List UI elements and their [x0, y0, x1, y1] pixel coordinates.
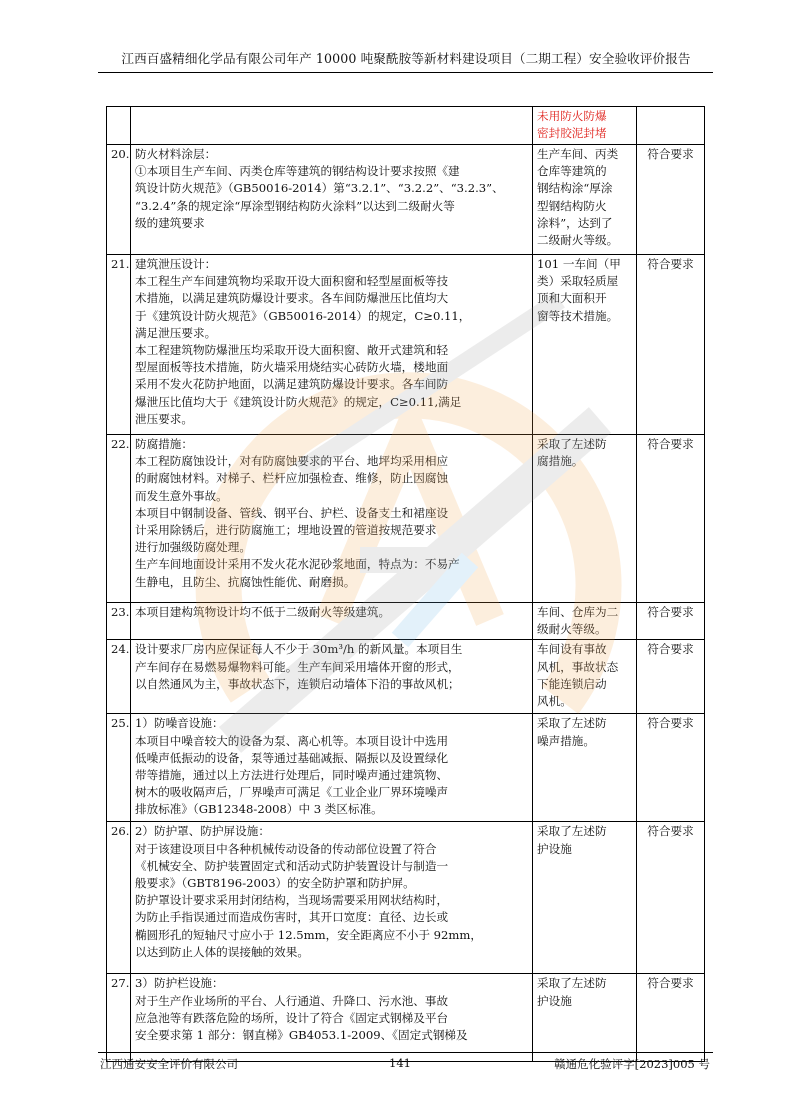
row-number: 23.	[107, 603, 131, 640]
requirement-line: 应急池等有跌落危险的场所，设计了符合《固定式钢梯及平台	[135, 1010, 449, 1025]
table-row	[107, 603, 705, 640]
requirement-line: 本工程建筑物防爆泄压均采取开设大面积窗、敞开式建筑和轻	[135, 343, 449, 358]
design-requirement	[131, 714, 533, 822]
requirement-line: 椭圆形孔的短轴尺寸应小于 12.5mm，安全距离应不小于 92mm，	[135, 927, 482, 942]
table-row	[107, 145, 705, 255]
requirement-line: 排放标准》（GB12348-2008）中 3 类区标准。	[135, 802, 383, 817]
status-line: 密封胶泥封堵	[537, 126, 607, 141]
row-number: 25.	[107, 714, 131, 822]
requirement-line: 低噪声低振动的设备，泵等通过基础减振、隔振以及设置绿化	[135, 750, 449, 765]
requirement-line: 般要求》（GBT8196-2003）的安全防护罩和防护屏。	[135, 876, 415, 891]
status-line: 车间设有事故	[537, 642, 607, 657]
requirement-line: 进行加强级防腐处理。	[135, 540, 251, 555]
requirement-line: 以自然通风为主，事故状态下，连锁启动墙体下沿的事故风机；	[135, 676, 460, 691]
footer-rule	[98, 1052, 713, 1053]
table-row	[107, 974, 705, 1062]
row-number: 26.	[107, 822, 131, 974]
row-number	[107, 107, 131, 145]
acceptance-table	[106, 106, 705, 1062]
requirement-line: 本项目建构筑物设计均不低于二级耐火等级建筑。	[135, 605, 391, 619]
requirement-line: 型屋面板等技术措施，防火墙采用烧结实心砖防火墙，楼地面	[135, 360, 449, 375]
status-line: 钢结构涂“厚涂	[537, 181, 613, 196]
implementation-status	[533, 640, 637, 714]
status-line: 采取了左述防	[537, 824, 607, 839]
status-line: 101 一车间（甲	[537, 257, 621, 271]
status-line: 类）采取轻质屋	[537, 274, 619, 289]
row-number: 22.	[107, 435, 131, 603]
design-requirement	[131, 974, 533, 1062]
requirement-line: 设计要求厂房内应保证每人不少于 30m³/h 的新风量。本项目生	[135, 642, 463, 657]
requirement-line: 为防止手指误通过而造成伤害时，其开口宽度：直径、边长或	[135, 910, 449, 925]
status-line: 下能连锁启动	[537, 676, 607, 691]
implementation-status	[533, 435, 637, 603]
status-line: 未用防火防爆	[537, 109, 607, 123]
page-header: 江西百盛精细化学品有限公司年产 10000 吨聚酰胺等新材料建设项目（二期工程）安全验收评价报告	[121, 51, 691, 66]
status-line: 风机，事故状态	[537, 659, 619, 674]
design-requirement	[131, 435, 533, 603]
requirement-line: 1）防噪音设施：	[135, 716, 224, 731]
report-code: 赣通危化验评字[2023]005 号	[554, 1057, 710, 1071]
requirement-line: 以达到防止人体的误接触的效果。	[135, 944, 309, 959]
requirement-line: 《机械安全、防护装置固定式和活动式防护装置设计与制造一	[135, 858, 449, 873]
implementation-status	[533, 603, 637, 640]
implementation-status	[533, 822, 637, 974]
status-line: 二级耐火等级。	[537, 233, 619, 248]
requirement-line: 而发生意外事故。	[135, 488, 228, 503]
requirement-line: 级的建筑要求	[135, 215, 205, 230]
table-row	[107, 640, 705, 714]
footer-company: 江西通安安全评价有限公司	[100, 1057, 238, 1071]
requirement-line: 对于该建设项目中各种机械传动设备的传动部位设置了符合	[135, 841, 437, 856]
status-line: 腐措施。	[537, 454, 584, 469]
row-number: 21.	[107, 255, 131, 435]
requirement-line: 本工程防腐蚀设计，对有防腐蚀要求的平台、地坪均采用相应	[135, 454, 449, 469]
requirement-line: 本项目中钢制设备、管线、钢平台、护栏、设备支土和裙座设	[135, 505, 449, 520]
status-line: 护设施	[537, 993, 572, 1008]
implementation-status	[533, 974, 637, 1062]
requirement-line: 安全要求第 1 部分：钢直梯》GB4053.1-2009、《固定式钢梯及	[135, 1028, 468, 1043]
status-line: 车间、仓库为二	[537, 605, 619, 619]
requirement-line: 2）防护罩、防护屏设施：	[135, 824, 270, 839]
requirement-line: 筑设计防火规范》（GB50016-2014）第“3.2.1”、“3.2.2”、“3.2.3”、	[135, 181, 504, 196]
status-line: 护设施	[537, 841, 572, 856]
requirement-line: 生产车间地面设计采用不发火花水泥砂浆地面，特点为：不易产	[135, 557, 460, 572]
compliance-result: 符合要求	[637, 435, 705, 603]
status-line: 采取了左述防	[537, 976, 607, 991]
page-number: 141	[389, 1056, 411, 1070]
status-line: 风机。	[537, 694, 572, 709]
requirement-line: 本工程生产车间建筑物均采取开设大面积窗和轻型屋面板等技	[135, 274, 449, 289]
status-line: 采取了左述防	[537, 437, 607, 451]
requirement-line: 产车间存在易燃易爆物料可能。生产车间采用墙体开窗的形式，	[135, 659, 460, 674]
header-rule	[98, 72, 713, 73]
row-number: 24.	[107, 640, 131, 714]
implementation-status	[533, 145, 637, 255]
requirement-line: 对于生产作业场所的平台、人行通道、升降口、污水池、事故	[135, 993, 449, 1008]
requirement-line: 树木的吸收隔声后，厂界噪声可满足《工业企业厂界环境噪声	[135, 785, 449, 800]
design-requirement	[131, 640, 533, 714]
table-row	[107, 255, 705, 435]
requirement-line: 泄压要求。	[135, 411, 193, 426]
row-number: 27.	[107, 974, 131, 1062]
requirement-line: 防腐措施：	[135, 437, 193, 451]
status-line: 生产车间、丙类	[537, 147, 619, 161]
requirement-line: 的耐腐蚀材料。对梯子、栏杆应加强检查、维修，防止因腐蚀	[135, 471, 449, 486]
requirement-line: 防护罩设计要求采用封闭结构，当现场需要采用网状结构时，	[135, 893, 449, 908]
requirement-line: 满足泄压要求。	[135, 325, 217, 340]
design-requirement	[131, 145, 533, 255]
requirement-line: 防火材料涂层：	[135, 147, 217, 161]
status-line: 采取了左述防	[537, 716, 607, 731]
compliance-result: 符合要求	[637, 640, 705, 714]
requirement-line: ①本项目生产车间、丙类仓库等建筑的钢结构设计要求按照《建	[135, 164, 460, 179]
requirement-line: 3）防护栏设施：	[135, 976, 224, 991]
requirement-line: 采用不发火花防护地面，以满足建筑防爆设计要求。各车间防	[135, 377, 449, 392]
requirement-line: 于《建筑设计防火规范》（GB50016-2014）的规定，C≥0.11，	[135, 308, 471, 323]
table-row	[107, 822, 705, 974]
compliance-result: 符合要求	[637, 603, 705, 640]
status-line: 窗等技术措施。	[537, 308, 619, 323]
requirement-line: 爆泄压比值均大于《建筑设计防火规范》的规定，C≥0.11,满足	[135, 394, 462, 409]
status-line: 仓库等建筑的	[537, 164, 607, 179]
table-row	[107, 435, 705, 603]
design-requirement	[131, 603, 533, 640]
table-row	[107, 107, 705, 145]
requirement-line: 带等措施，通过以上方法进行处理后，同时噪声通过建筑物、	[135, 768, 449, 783]
implementation-status	[533, 714, 637, 822]
design-requirement	[131, 822, 533, 974]
requirement-line: “3.2.4”条的规定涂“厚涂型钢结构防火涂料”以达到二级耐火等	[135, 198, 455, 213]
compliance-result: 符合要求	[637, 255, 705, 435]
status-line: 顶和大面积开	[537, 291, 607, 306]
status-line: 涂料”，达到了	[537, 215, 613, 230]
requirement-line: 计采用除锈后，进行防腐施工；埋地设置的管道按规范要求	[135, 523, 437, 538]
requirement-line: 术措施，以满足建筑防爆设计要求。各车间防爆泄压比值均大	[135, 291, 449, 306]
compliance-result: 符合要求	[637, 714, 705, 822]
compliance-result: 符合要求	[637, 974, 705, 1062]
status-line: 型钢结构防火	[537, 198, 607, 213]
implementation-status	[533, 107, 637, 145]
compliance-result: 符合要求	[637, 145, 705, 255]
compliance-result: 符合要求	[637, 822, 705, 974]
design-requirement	[131, 255, 533, 435]
requirement-line: 建筑泄压设计：	[135, 257, 217, 271]
status-line: 噪声措施。	[537, 733, 595, 748]
requirement-line: 本项目中噪音较大的设备为泵、离心机等。本项目设计中选用	[135, 733, 449, 748]
row-number: 20.	[107, 145, 131, 255]
implementation-status	[533, 255, 637, 435]
requirement-line: 生静电，且防尘、抗腐蚀性能优、耐磨损。	[135, 574, 356, 589]
table-row	[107, 714, 705, 822]
compliance-result	[637, 107, 705, 145]
status-line: 级耐火等级。	[537, 622, 607, 637]
design-requirement	[131, 107, 533, 145]
